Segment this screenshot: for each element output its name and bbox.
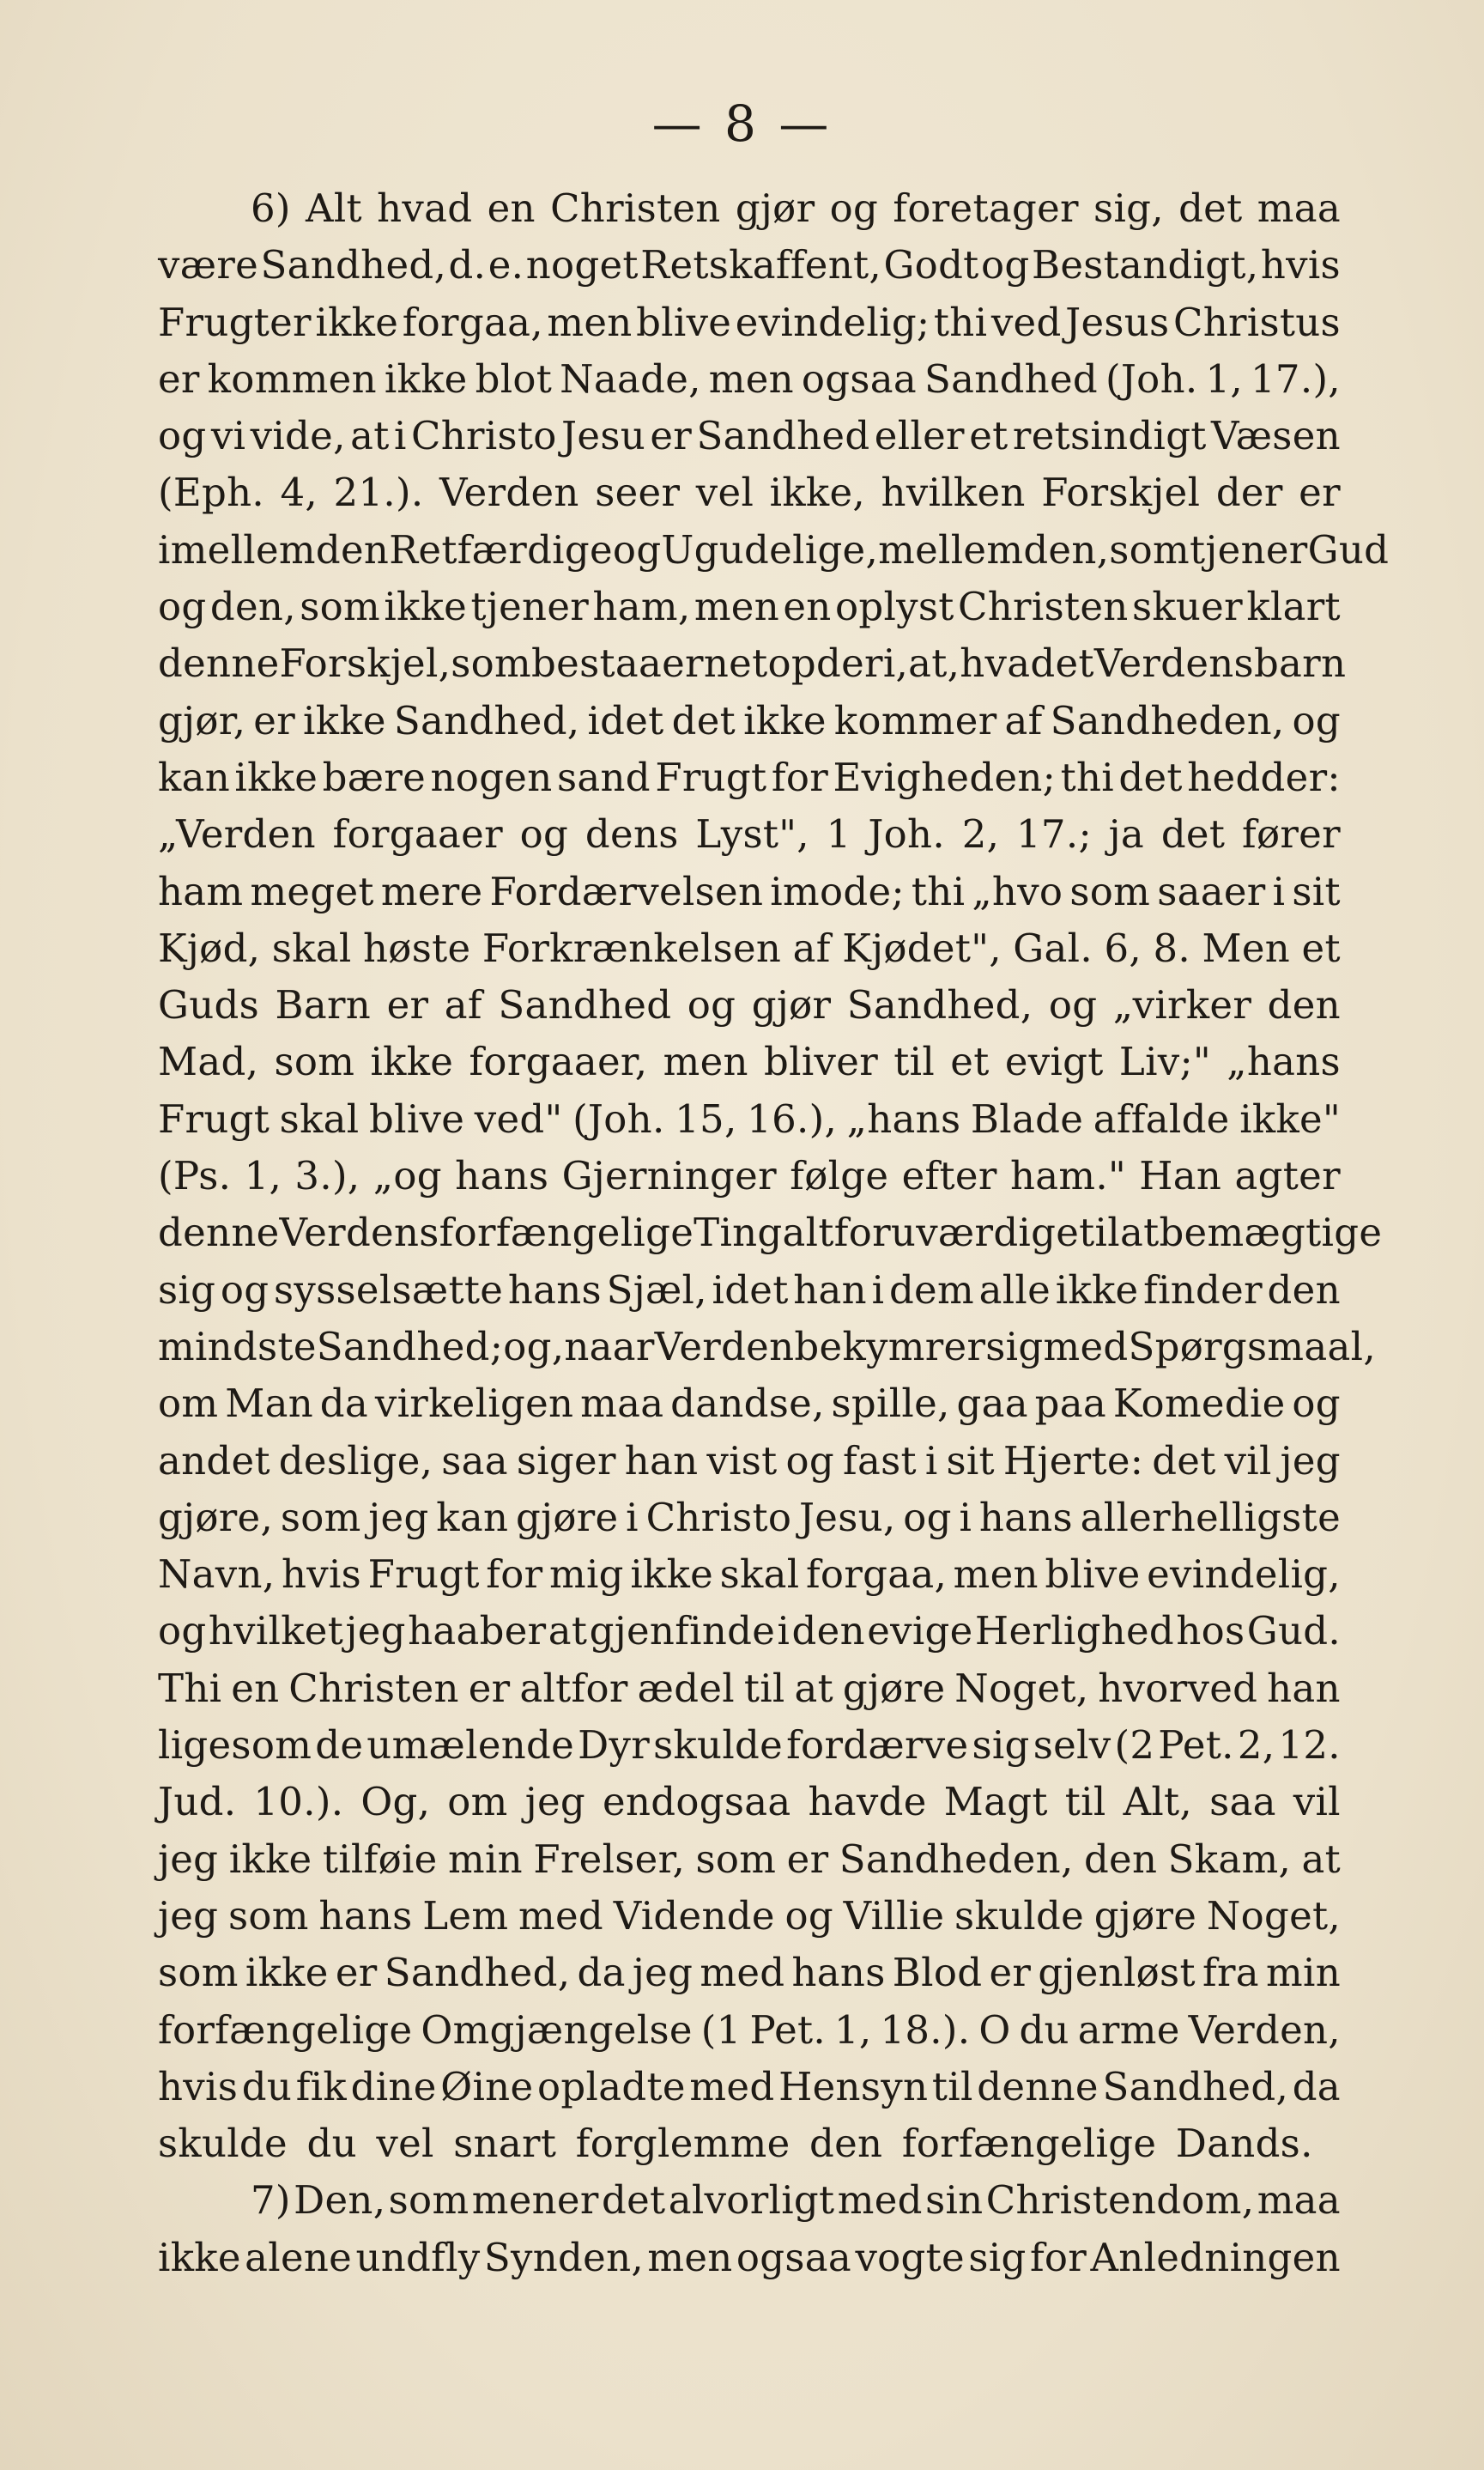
text-line: Jud. 10.). Og, om jeg endogsaa havde Magt til Alt, saa vil <box>158 1779 1341 1825</box>
text-line: denne Forskjel, som bestaaer netop deri, at, hvad et Verdensbarn <box>158 640 1347 687</box>
text-line: Mad, som ikke forgaaer, men bliver til et evigt Liv;" „hans <box>158 1039 1341 1085</box>
text-line: forfængelige Omgjængelse (1 Pet. 1, 18.). O du arme Verden, <box>158 2006 1341 2053</box>
text-line: (Eph. 4, 21.). Verden seer vel ikke, hvilken Forskjel der er <box>158 470 1341 516</box>
text-line: Guds Barn er af Sandhed og gjør Sandhed, og „virker den <box>158 982 1341 1029</box>
text-line: jeg ikke tilføie min Frelser, som er Sandheden, den Skam, at <box>158 1836 1341 1882</box>
text-line: Thi en Christen er altfor ædel til at gjøre Noget, hvorved han <box>158 1665 1341 1711</box>
text-line: gjøre, som jeg kan gjøre i Christo Jesu, og i hans allerhelligste <box>158 1494 1341 1540</box>
text-line: og den, som ikke tjener ham, men en oplyst Christen skuer klart <box>158 584 1341 630</box>
text-line: ligesom de umælende Dyr skulde fordærve sig selv (2 Pet. 2, 12. <box>158 1722 1341 1769</box>
text-line: gjør, er ikke Sandhed, idet det ikke kommer af Sandheden, og <box>158 697 1341 743</box>
page-number: — 8 — <box>651 94 833 153</box>
text-line: „Verden forgaaer og dens Lyst", 1 Joh. 2, 17.; ja det fører <box>158 811 1341 858</box>
text-line: Navn, hvis Frugt for mig ikke skal forgaa, men blive evindelig, <box>158 1551 1341 1598</box>
text-line: jeg som hans Lem med Vidende og Villie skulde gjøre Noget, <box>158 1892 1341 1939</box>
text-line: sig og sysselsætte hans Sjæl, idet han i dem alle ikke finder den <box>158 1266 1341 1313</box>
text-line: ikke alene undfly Synden, men ogsaa vogte sig for Anledningen <box>158 2234 1341 2280</box>
text-line: Frugter ikke forgaa, men blive evindelig; thi ved Jesus Christus <box>158 299 1341 345</box>
text-line: 7) Den, som mener det alvorligt med sin Christendom, maa <box>251 2177 1341 2224</box>
text-line: og hvilket jeg haaber at gjenfinde i den evige Herlighed hos Gud. <box>158 1608 1341 1654</box>
text-line: 6) Alt hvad en Christen gjør og foretager sig, det maa <box>251 185 1341 231</box>
text-line: som ikke er Sandhed, da jeg med hans Blod er gjenløst fra min <box>158 1950 1341 1996</box>
body-text <box>158 180 1390 2286</box>
text-line: være Sandhed, d. e. noget Retskaffent, Godt og Bestandigt, hvis <box>158 242 1341 288</box>
text-line: Frugt skal blive ved" (Joh. 15, 16.), „hans Blade affalde ikke" <box>158 1095 1341 1142</box>
text-line: ham meget mere Fordærvelsen imode; thi „hvo som saaer i sit <box>158 868 1341 914</box>
text-line: om Man da virkeligen maa dandse, spille, gaa paa Komedie og <box>158 1381 1341 1427</box>
text-line: imellem den Retfærdige og Ugudelige, mellem den, som tjener Gud <box>158 526 1390 573</box>
text-line: er kommen ikke blot Naade, men ogsaa Sandhed (Joh. 1, 17.), <box>158 355 1341 402</box>
text-line: skulde du vel snart forglemme den forfængelige Dands. <box>158 2121 1313 2167</box>
text-line: mindste Sandhed; og, naar Verden bekymrer sig med Spørgsmaal, <box>158 1323 1376 1369</box>
text-line: hvis du fik dine Øine opladte med Hensyn til denne Sandhed, da <box>158 2063 1341 2109</box>
text-line: Kjød, skal høste Forkrænkelsen af Kjødet", Gal. 6, 8. Men et <box>158 925 1341 971</box>
text-line: (Ps. 1, 3.), „og hans Gjerninger følge efter ham." Han agter <box>158 1153 1341 1199</box>
text-line: kan ikke bære nogen sand Frugt for Evigheden; thi det hedder: <box>158 754 1341 800</box>
text-line: andet deslige, saa siger han vist og fast i sit Hjerte: det vil jeg <box>158 1437 1341 1484</box>
text-line: og vi vide, at i Christo Jesu er Sandhed eller et retsindigt Væsen <box>158 413 1341 459</box>
text-line: denne Verdens forfængelige Ting altfor uværdige til at bemægtige <box>158 1210 1383 1256</box>
